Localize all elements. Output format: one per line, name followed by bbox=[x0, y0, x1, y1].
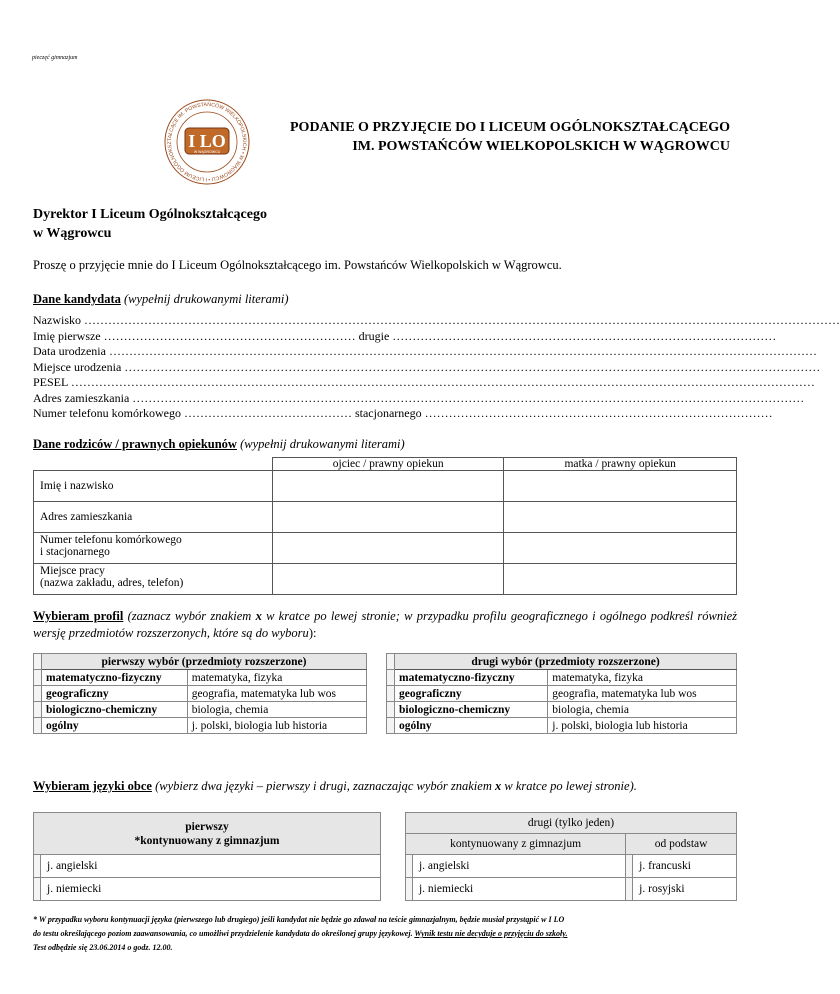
phone-field[interactable]: Numer telefonu komórkowego …………………………………… stacjonarnego …………………………………………………………………………… bbox=[33, 406, 773, 420]
profile-second-choice: drugi wybór (przedmioty rozszerzone) matematyczno-fizyczny matematyka, fizyka geograficzny geografia, matematyka lub wos biologiczno-chemiczny biologia, chemia ogólny j. polski, biologia lub historia bbox=[386, 653, 737, 734]
birth-place-field[interactable]: Miejsce urodzenia ………………………………………………………………………………………………………………………………………………………… bbox=[33, 359, 821, 374]
checkbox[interactable] bbox=[34, 718, 42, 734]
table-row: Imię i nazwisko bbox=[34, 471, 737, 502]
table-row: Numer telefonu komórkowego i stacjonarnego bbox=[34, 533, 737, 564]
page-title: PODANIE O PRZYJĘCIE DO I LICEUM OGÓLNOKSZTAŁCĄCEGO IM. POWSTAŃCÓW WIELKOPOLSKICH W WĄGROWCU bbox=[290, 120, 731, 154]
profile-instructions: Wybieram profil (zaznacz wybór znakiem x w kratce po lewej stronie; w przypadku profilu geograficznego i ogólnego podkreśl również wersję przedmiotów rozszerzonych, które są do wyboru): bbox=[33, 609, 738, 640]
checkbox[interactable] bbox=[34, 702, 42, 718]
checkbox[interactable] bbox=[387, 702, 395, 718]
school-stamp-label: pieczęć gimnazjum bbox=[32, 55, 78, 61]
profile-first-choice: pierwszy wybór (przedmioty rozszerzone) matematyczno-fizyczny matematyka, fizyka geograficzny geografia, matematyka lub wos biologiczno-chemiczny biologia, chemia ogólny j. polski, biologia lub historia bbox=[33, 653, 367, 734]
table-row: j. angielski j. angielski j. francuski bbox=[34, 855, 737, 878]
checkbox[interactable] bbox=[405, 878, 412, 901]
candidate-fields bbox=[33, 313, 840, 422]
logo-ring-text: I LICEUM OGÓLNOKSZTAŁCĄCE IM. POWSTAŃCÓW WIELKOPOLSKICH • W WĄGROWCU • bbox=[167, 101, 248, 183]
mother-work-cell[interactable] bbox=[504, 564, 737, 595]
mother-name-cell[interactable] bbox=[504, 471, 737, 502]
checkbox[interactable] bbox=[387, 686, 395, 702]
logo-sub: W WĄGROWCU bbox=[193, 150, 221, 154]
checkbox[interactable] bbox=[626, 855, 633, 878]
table-row: j. niemiecki j. niemiecki j. rosyjski bbox=[34, 878, 737, 901]
checkbox[interactable] bbox=[34, 670, 42, 686]
checkbox[interactable] bbox=[34, 686, 42, 702]
languages-instructions: Wybieram języki obce (wybierz dwa języki – pierwszy i drugi, zaznaczając wybór znakiem x w kratce po lewej stronie). bbox=[33, 779, 637, 793]
candidate-heading: Dane kandydata (wypełnij drukowanymi literami) bbox=[33, 292, 289, 306]
father-address-cell[interactable] bbox=[273, 502, 504, 533]
father-column-header: ojciec / prawny opiekun bbox=[273, 458, 504, 471]
checkbox[interactable] bbox=[405, 855, 412, 878]
footnote: * W przypadku wyboru kontynuacji języka (pierwszego lub drugiego) jeśli kandydat nie będzie go zdawał na teście gimnazjalnym, będzie musiał przystąpić w I LO do testu określającego poziom zaawansowania, co umożliwi przydzielenie kandydata do określonej grupy językowej. Wynik testu nie decyduje o przyjęciu do szkoły. Test odbędzie się 23.06.2014 o godz. 12.00. bbox=[33, 915, 568, 952]
mother-address-cell[interactable] bbox=[504, 502, 737, 533]
parents-table bbox=[33, 457, 737, 595]
father-work-cell[interactable] bbox=[273, 564, 504, 595]
table-row: Miejsce pracy (nazwa zakładu, adres, telefon) bbox=[34, 564, 737, 595]
address-field[interactable]: Adres zamieszkania …………………………………………………………………………………………………………………………………………………… bbox=[33, 390, 805, 405]
checkbox[interactable] bbox=[387, 670, 395, 686]
checkbox[interactable] bbox=[34, 878, 41, 901]
father-name-cell[interactable] bbox=[273, 471, 504, 502]
mother-column-header: matka / prawny opiekun bbox=[504, 458, 737, 471]
table-row: Adres zamieszkania bbox=[34, 502, 737, 533]
school-logo bbox=[148, 98, 266, 188]
father-phone-cell[interactable] bbox=[273, 533, 504, 564]
surname-field[interactable]: Nazwisko ……………………………………………………………………………………………………………………………………………………………………… bbox=[33, 313, 840, 327]
parents-heading: Dane rodziców / prawnych opiekunów (wypełnij drukowanymi literami) bbox=[33, 437, 405, 451]
languages-table: pierwszy *kontynuowany z gimnazjum drugi (tylko jeden) kontynuowany z gimnazjum od podstaw j. angielski j. angielski j. francuski j. niemiecki j. niemiecki j. rosyjski bbox=[33, 812, 737, 901]
request-text: Proszę o przyjęcie mnie do I Liceum Ogólnokształcącego im. Powstańców Wielkopolskich w Wągrowcu. bbox=[33, 258, 562, 272]
birth-date-field[interactable]: Data urodzenia …………………………………………………………………………………………………………………………………………………………… bbox=[33, 344, 817, 358]
mother-phone-cell[interactable] bbox=[504, 533, 737, 564]
checkbox[interactable] bbox=[34, 855, 41, 878]
logo-mark: I LO bbox=[188, 131, 226, 151]
pesel-field[interactable]: PESEL …………………………………………………………………………………………………………………………………………………………………… bbox=[33, 375, 815, 389]
first-name-field[interactable]: Imię pierwsze ……………………………………………………… drugie …………………………………………………………………………………… bbox=[33, 328, 777, 343]
checkbox[interactable] bbox=[626, 878, 633, 901]
addressee: Dyrektor I Liceum Ogólnokształcącego w Wągrowcu bbox=[33, 207, 267, 241]
checkbox[interactable] bbox=[387, 718, 395, 734]
